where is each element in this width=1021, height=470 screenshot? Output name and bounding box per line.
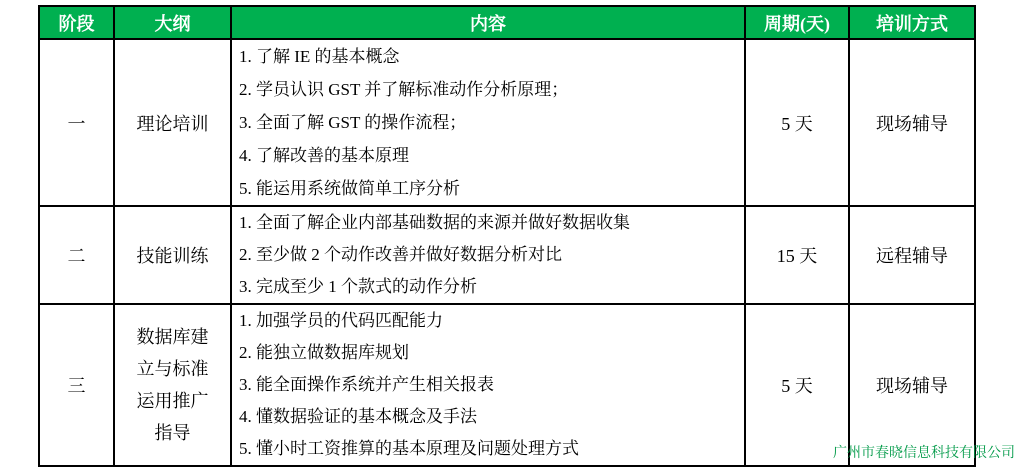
table-header-row — [39, 6, 975, 39]
content-line: 1. 加强学员的代码匹配能力 — [239, 311, 443, 330]
method-cell: 现场辅导 — [849, 304, 975, 466]
content-line: 1. 了解 IE 的基本概念 — [239, 47, 400, 66]
outline-cell: 技能训练 — [114, 206, 231, 304]
content-cell — [231, 39, 745, 206]
period-cell: 15 天 — [745, 206, 849, 304]
content-line: 2. 学员认识 GST 并了解标准动作分析原理； — [239, 80, 569, 99]
training-plan-table — [38, 5, 976, 467]
header-cell-content: 内容 — [231, 6, 745, 39]
outline-wrapped-text: 数据库建立与标准运用推广指导 — [136, 327, 209, 443]
header-cell-stage: 阶段 — [39, 6, 114, 39]
content-line: 4. 了解改善的基本原理 — [239, 146, 409, 165]
content-line: 1. 全面了解企业内部基础数据的来源并做好数据收集 — [239, 213, 630, 232]
stage-cell: 三 — [39, 304, 114, 466]
content-line: 2. 至少做 2 个动作改善并做好数据分析对比 — [239, 245, 562, 264]
stage-cell: 一 — [39, 39, 114, 206]
content-cell — [231, 304, 745, 466]
content-cell — [231, 206, 745, 304]
content-line: 5. 懂小时工资推算的基本原理及问题处理方式 — [239, 439, 579, 458]
table-row — [39, 304, 975, 466]
content-line: 2. 能独立做数据库规划 — [239, 343, 409, 362]
outline-cell — [114, 304, 231, 466]
company-watermark: 广州市春晓信息科技有限公司 — [833, 446, 1015, 461]
table-row — [39, 39, 975, 206]
table-row — [39, 206, 975, 304]
content-line: 3. 能全面操作系统并产生相关报表 — [239, 375, 494, 394]
outline-cell: 理论培训 — [114, 39, 231, 206]
content-line: 3. 全面了解 GST 的操作流程； — [239, 113, 467, 132]
header-cell-outline: 大纲 — [114, 6, 231, 39]
period-cell: 5 天 — [745, 39, 849, 206]
method-cell: 远程辅导 — [849, 206, 975, 304]
period-cell: 5 天 — [745, 304, 849, 466]
content-line: 5. 能运用系统做简单工序分析 — [239, 179, 460, 198]
header-cell-method: 培训方式 — [849, 6, 975, 39]
header-cell-period: 周期(天) — [745, 6, 849, 39]
method-cell: 现场辅导 — [849, 39, 975, 206]
stage-cell: 二 — [39, 206, 114, 304]
content-line: 4. 懂数据验证的基本概念及手法 — [239, 407, 477, 426]
content-line: 3. 完成至少 1 个款式的动作分析 — [239, 277, 477, 296]
